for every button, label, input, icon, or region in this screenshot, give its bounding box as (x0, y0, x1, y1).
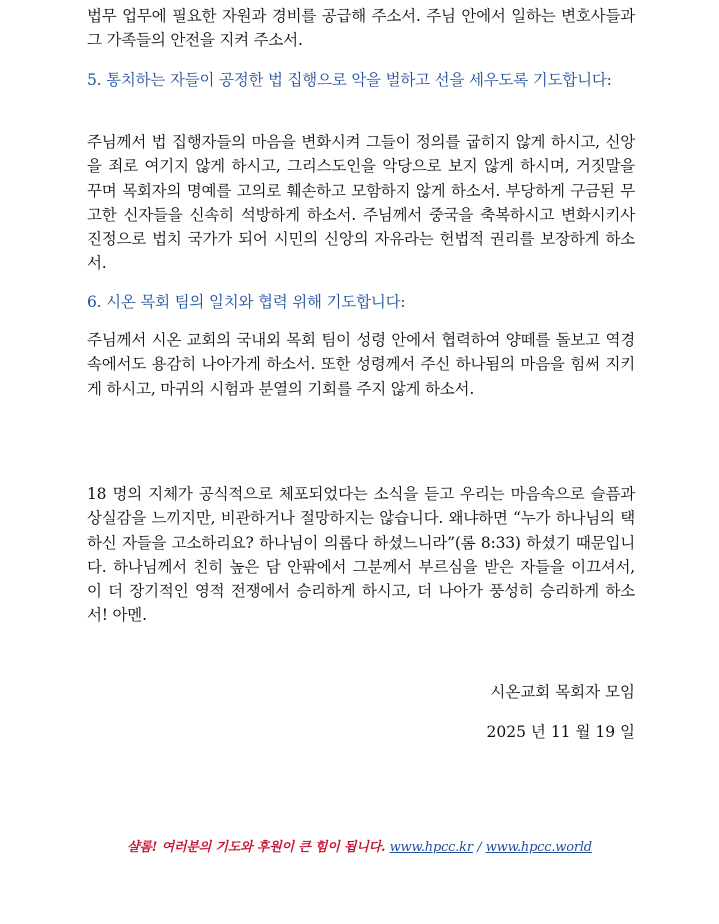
section-5-heading: 5. 통치하는 자들이 공정한 법 집행으로 악을 벌하고 선을 세우도록 기도합니다: (87, 71, 612, 89)
date: 2025 년 11 월 19 일 (486, 723, 635, 741)
paragraph-top: 법무 업무에 필요한 자원과 경비를 공급해 주소서. 주님 안에서 일하는 변호사들과 그 가족들의 안전을 지켜 주소서. (87, 7, 635, 50)
signature: 시온교회 목회자 모임 (490, 683, 635, 701)
closing-paragraph: 18 명의 지체가 공식적으로 체포되었다는 소식을 듣고 우리는 마음속으로 슬픔과 상실감을 느끼지만, 비관하거나 절망하지는 않습니다. 왜냐하면 “누가 하나님의 택하신 자들을 고소하리요? 하나님이 의롭다 하셨느니라”(롬 8:33) 하셨기 때문입니다. 하나님께서 친히 높은 담 안팎에서 그분께서 부르심을 받은 자들을 이끄셔서, 이 더 장기적인 영적 전쟁에서 승리하게 하시고, 더 나아가 풍성히 승리하게 하소서! 아멘. (87, 485, 635, 625)
footer-message: 샬롬! 여러분의 기도와 후원이 큰 힘이 됩니다. (127, 840, 386, 855)
section-6-body: 주님께서 시온 교회의 국내외 목회 팀이 성령 안에서 협력하여 양떼를 돌보고 역경 속에서도 용감히 나아가게 하소서. 또한 성령께서 주신 하나됨의 마음을 힘써 지키게 하시고, 마귀의 시험과 분열의 기회를 주지 않게 하소서. (87, 331, 635, 398)
section-6-heading: 6. 시온 목회 팀의 일치와 협력 위해 기도합니다: (87, 293, 406, 311)
footer-link-world[interactable]: www.hpcc.world (485, 840, 592, 855)
footer-link-kr[interactable]: www.hpcc.kr (389, 840, 473, 855)
section-5-body: 주님께서 법 집행자들의 마음을 변화시켜 그들이 정의를 굽히지 않게 하시고, 신앙을 죄로 여기지 않게 하시고, 그리스도인을 악당으로 보지 않게 하시며, 거짓말을 꾸며 목회자의 명예를 고의로 훼손하고 모함하지 않게 하소서. 부당하게 구금된 무고한 신자들을 신속히 석방하게 하소서. 주님께서 중국을 축복하시고 변화시키사 진정으로 법치 국가가 되어 시민의 신앙의 자유라는 헌법적 권리를 보장하게 하소서. (87, 133, 635, 273)
footer (0, 836, 719, 855)
footer-separator: / (477, 840, 482, 855)
